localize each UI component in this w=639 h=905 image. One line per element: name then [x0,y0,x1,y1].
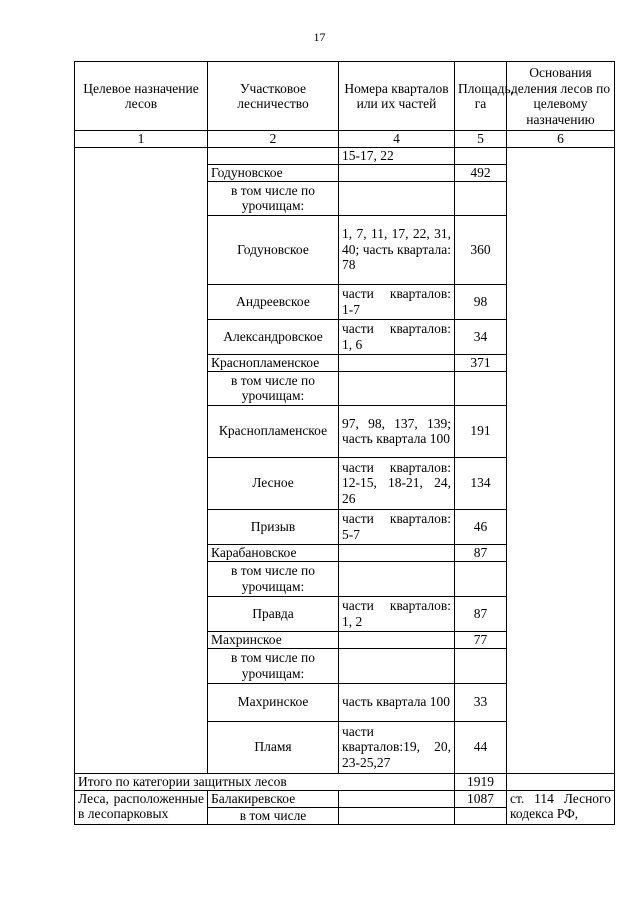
area-cell: 33 [455,683,507,721]
forestry-cell: Александровское [208,319,339,354]
header-number: 5 [455,131,507,148]
area-cell: 191 [455,405,507,457]
forestry-cell: в том числе по урочищам: [208,181,339,215]
area-cell: 371 [455,354,507,371]
quarters-cell [339,648,455,683]
area-cell: 87 [455,544,507,561]
forestry-cell: Андреевское [208,284,339,319]
basis-cell-empty [507,148,615,774]
forestry-cell: в том числе по урочищам: [208,561,339,596]
area-cell: 77 [455,631,507,648]
quarters-cell: части кварталов:19, 20, 23-25,27 [339,721,455,773]
forestry-cell: Призыв [208,509,339,544]
basis-cell: ст. 114 Лесного кодекса РФ, [507,790,615,824]
area-cell: 46 [455,509,507,544]
quarters-cell: части кварталов: 1, 2 [339,596,455,631]
area-cell [455,371,507,405]
header-number-row [75,131,615,148]
area-cell: 360 [455,215,507,284]
table-row [75,148,615,165]
header-number: 1 [75,131,208,148]
forestry-cell: Махринское [208,631,339,648]
area-cell: 87 [455,596,507,631]
area-cell: 34 [455,319,507,354]
area-cell [455,148,507,165]
forestry-cell: Лесное [208,457,339,509]
header-basis: Основания деления лесов по целевому назначению [507,62,615,131]
quarters-cell: части кварталов: 5-7 [339,509,455,544]
forestry-cell: Годуновское [208,164,339,181]
quarters-cell [339,371,455,405]
quarters-cell [339,807,455,824]
forest-table [74,61,615,825]
area-cell [455,181,507,215]
forestry-cell [208,148,339,165]
quarters-cell [339,631,455,648]
quarters-cell: части кварталов: 1-7 [339,284,455,319]
quarters-cell: 1, 7, 11, 17, 22, 31, 40; часть квартала: 78 [339,215,455,284]
area-cell: 98 [455,284,507,319]
quarters-cell: части кварталов: 1, 6 [339,319,455,354]
quarters-cell [339,181,455,215]
forestry-cell: Карабановское [208,544,339,561]
area-cell: 1087 [455,790,507,807]
forestry-cell: в том числе по урочищам: [208,371,339,405]
quarters-cell [339,790,455,807]
quarters-cell [339,354,455,371]
forestry-cell: Балакиревское [208,790,339,807]
quarters-cell: часть квартала 100 [339,683,455,721]
quarters-cell: 97, 98, 137, 139; часть квартала 100 [339,405,455,457]
header-row [75,62,615,131]
forestry-cell: Пламя [208,721,339,773]
header-number: 4 [339,131,455,148]
area-cell: 134 [455,457,507,509]
quarters-cell [339,544,455,561]
header-forestry: Участковое лесничество [208,62,339,131]
area-cell [455,807,507,824]
forestry-cell: Краснопламенское [208,405,339,457]
header-number: 6 [507,131,615,148]
forestry-cell: Краснопламенское [208,354,339,371]
forestry-cell: Правда [208,596,339,631]
header-area: Площадь, га [455,62,507,131]
forestry-cell: Махринское [208,683,339,721]
quarters-cell: 15-17, 22 [339,148,455,165]
header-quarters: Номера кварталов или их частей [339,62,455,131]
area-cell: 492 [455,164,507,181]
total-row [75,773,615,790]
quarters-cell [339,561,455,596]
forestry-cell: Годуновское [208,215,339,284]
header-number: 2 [208,131,339,148]
forestry-cell: в том числе по урочищам: [208,648,339,683]
table-row [75,790,615,807]
total-label: Итого по категории защитных лесов [75,773,455,790]
purpose-cell-empty [75,148,208,774]
total-area: 1919 [455,773,507,790]
area-cell [455,648,507,683]
purpose-cell: Леса, расположенные в лесопарковых [75,790,208,824]
total-basis-empty [507,773,615,790]
quarters-cell: части кварталов: 12-15, 18-21, 24, 26 [339,457,455,509]
quarters-cell [339,164,455,181]
area-cell [455,561,507,596]
forestry-cell: в том числе [208,807,339,824]
header-purpose: Целевое назначение лесов [75,62,208,131]
area-cell: 44 [455,721,507,773]
page-number: 17 [313,30,326,44]
